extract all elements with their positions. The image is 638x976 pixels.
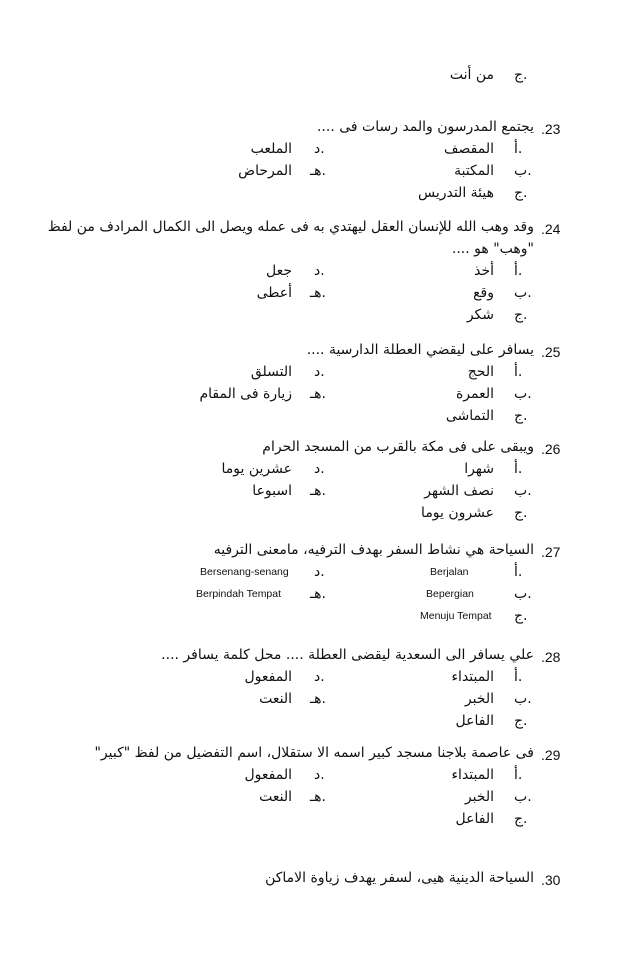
option-text: اسبوعا xyxy=(252,483,292,499)
option-letter: ج. xyxy=(514,185,528,201)
option-letter: ب. xyxy=(514,483,532,499)
option-letter: ب. xyxy=(514,586,532,602)
option-text: النعت xyxy=(259,789,292,805)
question-number: .28 xyxy=(541,649,561,665)
option-letter: ب. xyxy=(514,691,532,707)
option-letter: أ. xyxy=(514,364,523,380)
question-stem: فى عاصمة بلاجنا مسجد كبير اسمه الا ستقلال، اسم التفضيل من لفظ "كبير" xyxy=(94,745,534,761)
option-letter: ج. xyxy=(514,608,528,624)
question-stem: ويبقى على فى مكة بالقرب من المسجد الحرام xyxy=(262,439,534,455)
option-text: زيارة فى المقام xyxy=(199,386,292,402)
option-text: المكتبة xyxy=(454,163,494,179)
option-text: التسلق xyxy=(250,364,292,380)
question-stem: السياحة الدينية هيى، لسفر يهدف زياوة الاماكن xyxy=(265,870,534,886)
question-stem-continued: "وهب" هو .... xyxy=(451,241,534,257)
option-letter: هـ. xyxy=(310,285,326,301)
question-number: .30 xyxy=(541,872,561,888)
option-text: جعل xyxy=(265,263,292,279)
question-stem: علي يسافر الى السعدية ليقضى العطلة .... محل كلمة يسافر .... xyxy=(161,647,534,663)
question-number: .24 xyxy=(541,221,561,237)
option-text: Bersenang-senang xyxy=(200,566,289,578)
option-letter: هـ. xyxy=(310,386,326,402)
option-letter: أ. xyxy=(514,767,523,783)
option-letter: هـ. xyxy=(310,163,326,179)
option-letter: د. xyxy=(314,263,325,279)
option-letter: ب. xyxy=(514,285,532,301)
option-letter: ج. xyxy=(514,408,528,424)
question-stem: يجتمع المدرسون والمد رسات فى .... xyxy=(316,119,534,135)
option-text: العمرة xyxy=(455,386,494,402)
option-text: هيئة التدريس xyxy=(417,185,494,201)
option-text: المبتداء xyxy=(451,669,494,685)
option-text: عشرين يوما xyxy=(221,461,292,477)
question-number: .25 xyxy=(541,344,561,360)
option-text: من أنت xyxy=(449,67,494,83)
option-letter: ب. xyxy=(514,789,532,805)
question-number: .27 xyxy=(541,544,561,560)
option-text: المبتداء xyxy=(451,767,494,783)
option-text: المقصف xyxy=(444,141,494,157)
option-text: الفاعل xyxy=(455,811,494,827)
option-text: أخذ xyxy=(474,263,494,279)
option-text: المرحاض xyxy=(238,163,292,179)
question-stem: يسافر على ليقضي العطلة الدارسية .... xyxy=(306,342,534,358)
option-letter: د. xyxy=(314,364,325,380)
option-letter: أ. xyxy=(514,141,523,157)
question-number: .26 xyxy=(541,441,561,457)
option-text: الخبر xyxy=(464,789,494,805)
option-text: التماشى xyxy=(445,408,494,424)
option-letter: هـ. xyxy=(310,483,326,499)
option-text: وقع xyxy=(473,285,494,301)
option-text: الحج xyxy=(467,364,494,380)
option-letter: هـ. xyxy=(310,691,326,707)
option-letter: هـ. xyxy=(310,789,326,805)
question-stem: السياحة هي نشاط السفر بهدف الترفيه، مامعنى الترفيه xyxy=(213,542,534,558)
option-text: الخبر xyxy=(464,691,494,707)
option-text: Berpindah Tempat xyxy=(196,588,282,600)
option-letter: هـ. xyxy=(310,586,326,602)
option-letter: أ. xyxy=(514,564,523,580)
option-text: Bepergian xyxy=(426,588,474,600)
option-letter: د. xyxy=(314,461,325,477)
option-text: الملعب xyxy=(250,141,292,157)
option-text: شكر xyxy=(466,307,494,323)
option-text: شهرا xyxy=(464,461,494,477)
option-text: عشرون يوما xyxy=(421,505,494,521)
option-letter: ج. xyxy=(514,713,528,729)
option-letter: ب. xyxy=(514,386,532,402)
option-text: المفعول xyxy=(244,669,292,685)
option-letter: أ. xyxy=(514,461,523,477)
option-letter: د. xyxy=(314,141,325,157)
question-number: .29 xyxy=(541,747,561,763)
option-text: Berjalan xyxy=(430,566,469,578)
option-text: الفاعل xyxy=(455,713,494,729)
question-stem: وقد وهب الله للإنسان العقل ليهتدي به فى عمله ويصل الى الكمال المرادف من لفظ xyxy=(47,219,534,235)
option-letter: د. xyxy=(314,564,325,580)
question-number: .23 xyxy=(541,121,561,137)
option-text: Menuju Tempat xyxy=(420,610,492,622)
option-letter: ج. xyxy=(514,505,528,521)
option-letter: ب. xyxy=(514,163,532,179)
option-text: نصف الشهر xyxy=(424,483,494,499)
option-letter: د. xyxy=(314,767,325,783)
option-letter: أ. xyxy=(514,263,523,279)
option-letter: ج. xyxy=(514,811,528,827)
option-text: النعت xyxy=(259,691,292,707)
option-letter: ج. xyxy=(514,67,528,83)
option-letter: د. xyxy=(314,669,325,685)
option-letter: أ. xyxy=(514,669,523,685)
option-text: المفعول xyxy=(244,767,292,783)
option-letter: ج. xyxy=(514,307,528,323)
option-text: أعطى xyxy=(256,285,292,301)
